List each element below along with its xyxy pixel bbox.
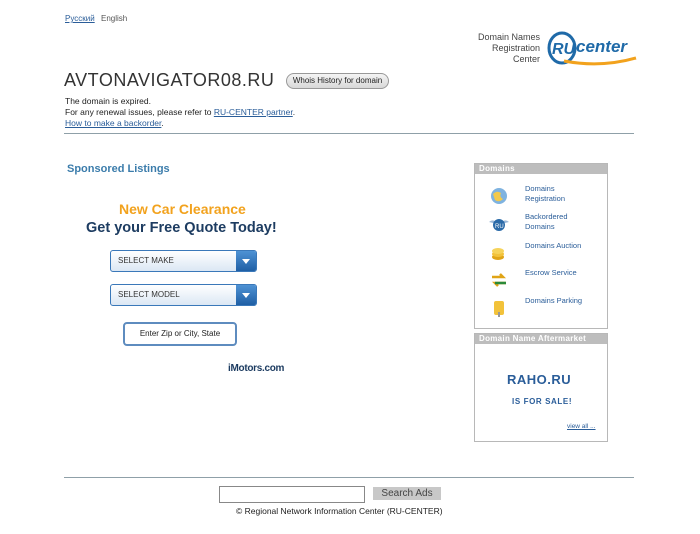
backorder-line bbox=[65, 118, 164, 129]
logo-ru-text: RU bbox=[552, 41, 576, 58]
search-ads-button[interactable]: Search Ads bbox=[373, 487, 441, 500]
chevron-down-icon bbox=[236, 251, 256, 271]
domain-item-label: Domains Parking bbox=[525, 296, 583, 305]
logo-center-text: center bbox=[576, 37, 628, 56]
whois-history-button[interactable]: Whois History for domain bbox=[286, 73, 389, 89]
select-make-value: SELECT MAKE bbox=[118, 256, 174, 265]
domains-panel bbox=[474, 163, 608, 329]
select-model-dropdown[interactable] bbox=[110, 284, 257, 306]
aftermarket-panel-title: Domain Name Aftermarket bbox=[475, 334, 607, 344]
search-ads-input[interactable] bbox=[219, 486, 365, 503]
domain-item-label: Domains Registration bbox=[525, 184, 566, 203]
ad-headline[interactable]: New Car Clearance bbox=[119, 201, 246, 217]
page-title: AVTONAVIGATOR08.RU bbox=[64, 70, 275, 90]
svg-text:RU: RU bbox=[495, 224, 504, 230]
ru-center-partner-link[interactable]: RU-CENTER partner bbox=[213, 107, 293, 117]
ru-wings-icon bbox=[489, 214, 509, 234]
logo-caption-line1: Domain Names bbox=[477, 32, 540, 42]
sale-domain-name[interactable]: RAHO.RU bbox=[507, 372, 572, 387]
imotors-logo[interactable]: iMotors.com bbox=[228, 363, 285, 374]
domain-item-label: Backordered Domains bbox=[525, 212, 568, 231]
renewal-suffix: . bbox=[292, 107, 296, 117]
select-model-value: SELECT MODEL bbox=[118, 290, 180, 299]
bottom-divider bbox=[64, 477, 634, 478]
expired-message: The domain is expired. bbox=[65, 96, 151, 106]
backorder-suffix: . bbox=[161, 118, 164, 128]
lang-english-label: English bbox=[101, 14, 128, 23]
logo-caption bbox=[478, 32, 540, 65]
lang-russian-link[interactable]: Русский bbox=[65, 14, 95, 23]
domains-panel-title: Domains bbox=[475, 164, 607, 174]
backorder-link[interactable]: How to make a backorder bbox=[65, 118, 162, 128]
copyright-text: © Regional Network Information Center (RU-CENTER) bbox=[236, 506, 443, 516]
logo-caption-line3: Center bbox=[512, 54, 540, 64]
parking-sign-icon bbox=[489, 298, 509, 318]
logo-caption-line2: Registration bbox=[491, 43, 540, 53]
exchange-arrows-icon bbox=[489, 270, 509, 290]
top-divider bbox=[64, 133, 634, 134]
zip-city-button[interactable]: Enter Zip or City, State bbox=[123, 322, 237, 346]
chevron-down-icon bbox=[236, 285, 256, 305]
coins-icon bbox=[489, 243, 509, 263]
ru-center-logo[interactable] bbox=[546, 30, 638, 70]
renewal-prefix: For any renewal issues, please refer to bbox=[65, 107, 214, 117]
domain-item-label: Escrow Service bbox=[525, 268, 577, 277]
domain-item-label: Domains Auction bbox=[525, 241, 582, 250]
renewal-message bbox=[65, 107, 295, 118]
ad-subheadline[interactable]: Get your Free Quote Today! bbox=[86, 220, 277, 236]
globe-icon bbox=[489, 186, 509, 206]
for-sale-label: IS FOR SALE! bbox=[512, 397, 573, 406]
select-make-dropdown[interactable] bbox=[110, 250, 257, 272]
sponsored-heading: Sponsored Listings bbox=[67, 163, 170, 175]
view-all-link[interactable]: view all ... bbox=[567, 423, 596, 430]
